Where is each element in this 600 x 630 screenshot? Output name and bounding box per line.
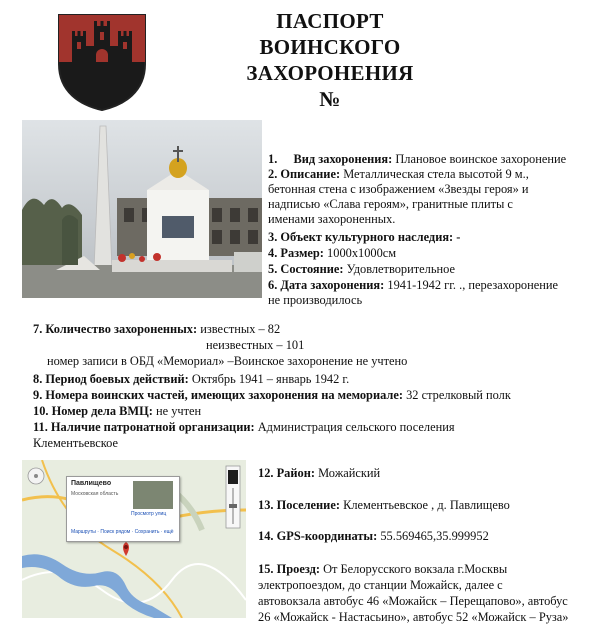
item-7-obd-record: номер записи в ОБД «Мемориал» –Воинское захоронение не учтено xyxy=(47,354,408,368)
item-15-continuation-2: автовокзала автобус 46 «Можайск – Перещапово», автобус xyxy=(258,594,568,608)
item-6-number: 6. xyxy=(268,278,278,292)
item-15-value: От Белорусского вокзала г.Москвы xyxy=(323,562,508,576)
item-4-value: 1000х1000см xyxy=(327,246,397,260)
item-12-label: Район: xyxy=(276,466,315,480)
item-5-value: Удовлетворительное xyxy=(346,262,455,276)
item-7-unknown-count: неизвестных – 101 xyxy=(206,338,305,352)
item-3-number: 3. xyxy=(268,230,278,244)
item-14-value: 55.569465,35.999952 xyxy=(380,529,489,543)
item-13-value: Клементьевское , д. Павлищево xyxy=(343,498,510,512)
item-15-continuation-1: электропоездом, до станции Можайск, далее с xyxy=(258,578,503,592)
item-13-label: Поселение: xyxy=(276,498,340,512)
item-12-value: Можайский xyxy=(318,466,381,480)
item-11-value: Администрация сельского поселения xyxy=(257,420,455,434)
title-line-2: ВОИНСКОГО ЗАХОРОНЕНИЯ xyxy=(246,35,414,85)
item-7-label: Количество захороненных: xyxy=(45,322,198,336)
item-10-number: 10. xyxy=(33,404,49,418)
item-8-value: Октябрь 1941 – январь 1942 г. xyxy=(191,372,350,386)
item-12-number: 12. xyxy=(258,466,274,480)
item-11-patron-organization xyxy=(33,420,455,435)
memorial-photo xyxy=(22,120,262,298)
item-1-number: 1. xyxy=(268,152,278,166)
item-13-number: 13. xyxy=(258,498,274,512)
item-15-continuation-3: 26 «Можайск - Настасьино», автобус 52 «Можайск – Руза» xyxy=(258,610,569,624)
item-9-number: 9. xyxy=(33,388,43,402)
item-2-value: Металлическая стела высотой 9 м., xyxy=(343,167,529,181)
street-view-thumbnail[interactable] xyxy=(133,481,173,509)
item-6-value: 1941-1942 гг. ., перезахоронение xyxy=(387,278,558,292)
item-3-label: Объект культурного наследия: - xyxy=(280,230,461,244)
item-13-settlement xyxy=(258,498,510,513)
item-6-label: Дата захоронения: xyxy=(280,278,385,292)
item-15-number: 15. xyxy=(258,562,274,576)
item-10-value: не учтен xyxy=(155,404,202,418)
item-9-value: 32 стрелковый полк xyxy=(406,388,511,402)
item-7-number: 7. xyxy=(33,322,43,336)
title-line-3: № xyxy=(319,87,341,111)
map-popup xyxy=(66,476,180,542)
item-11-label: Наличие патронатной организации: xyxy=(50,420,255,434)
item-1-label: Вид захоронения: xyxy=(293,152,393,166)
item-10-label: Номер дела ВМЦ: xyxy=(51,404,153,418)
item-2-label: Описание: xyxy=(280,167,341,181)
item-8-label: Период боевых действий: xyxy=(45,372,189,386)
item-2-number: 2. xyxy=(268,167,278,181)
map-popup-thumb-caption[interactable]: Просмотр улиц xyxy=(131,511,167,517)
item-5-number: 5. xyxy=(268,262,278,276)
item-8-combat-period xyxy=(33,372,349,387)
item-5-condition xyxy=(268,262,455,277)
item-12-district xyxy=(258,466,380,481)
item-1-value: Плановое воинское захоронение xyxy=(395,152,567,166)
title-line-1: ПАСПОРТ xyxy=(276,9,384,33)
location-map[interactable] xyxy=(22,460,246,618)
item-7-buried-count xyxy=(33,322,280,337)
item-9-military-units xyxy=(33,388,511,403)
map-popup-region: Московская область xyxy=(71,491,119,497)
item-9-label: Номера воинских частей, имеющих захоронения на мемориале: xyxy=(45,388,403,402)
item-15-directions xyxy=(258,562,507,577)
coat-of-arms-emblem xyxy=(56,12,148,112)
item-11-continuation: Клементьевское xyxy=(33,436,118,450)
item-2-continuation-2: надписью «Слава героям», гранитные плиты с xyxy=(268,197,513,211)
item-7-value: известных – 82 xyxy=(200,322,281,336)
item-15-label: Проезд: xyxy=(276,562,320,576)
item-2-continuation-3: именами захороненных. xyxy=(268,212,396,226)
item-4-number: 4. xyxy=(268,246,278,260)
item-2-description xyxy=(268,167,529,182)
item-10-vmc-case xyxy=(33,404,201,419)
map-popup-title: Павлищево xyxy=(71,480,112,487)
item-11-number: 11. xyxy=(33,420,48,434)
item-5-label: Состояние: xyxy=(280,262,344,276)
item-4-label: Размер: xyxy=(280,246,324,260)
item-6-burial-date xyxy=(268,278,558,293)
item-4-size xyxy=(268,246,396,261)
item-3-cultural-heritage xyxy=(268,230,460,245)
item-14-gps xyxy=(258,529,489,544)
item-1-burial-type xyxy=(268,152,566,167)
item-6-continuation: не производилось xyxy=(268,293,363,307)
item-2-continuation-1: бетонная стена с изображением «Звезды героя» и xyxy=(268,182,529,196)
map-popup-links[interactable]: Маршруты · Поиск рядом · Сохранить · ещё xyxy=(71,529,174,535)
item-14-number: 14. xyxy=(258,529,274,543)
item-14-label: GPS-координаты: xyxy=(276,529,378,543)
page-title xyxy=(180,8,480,112)
item-8-number: 8. xyxy=(33,372,43,386)
